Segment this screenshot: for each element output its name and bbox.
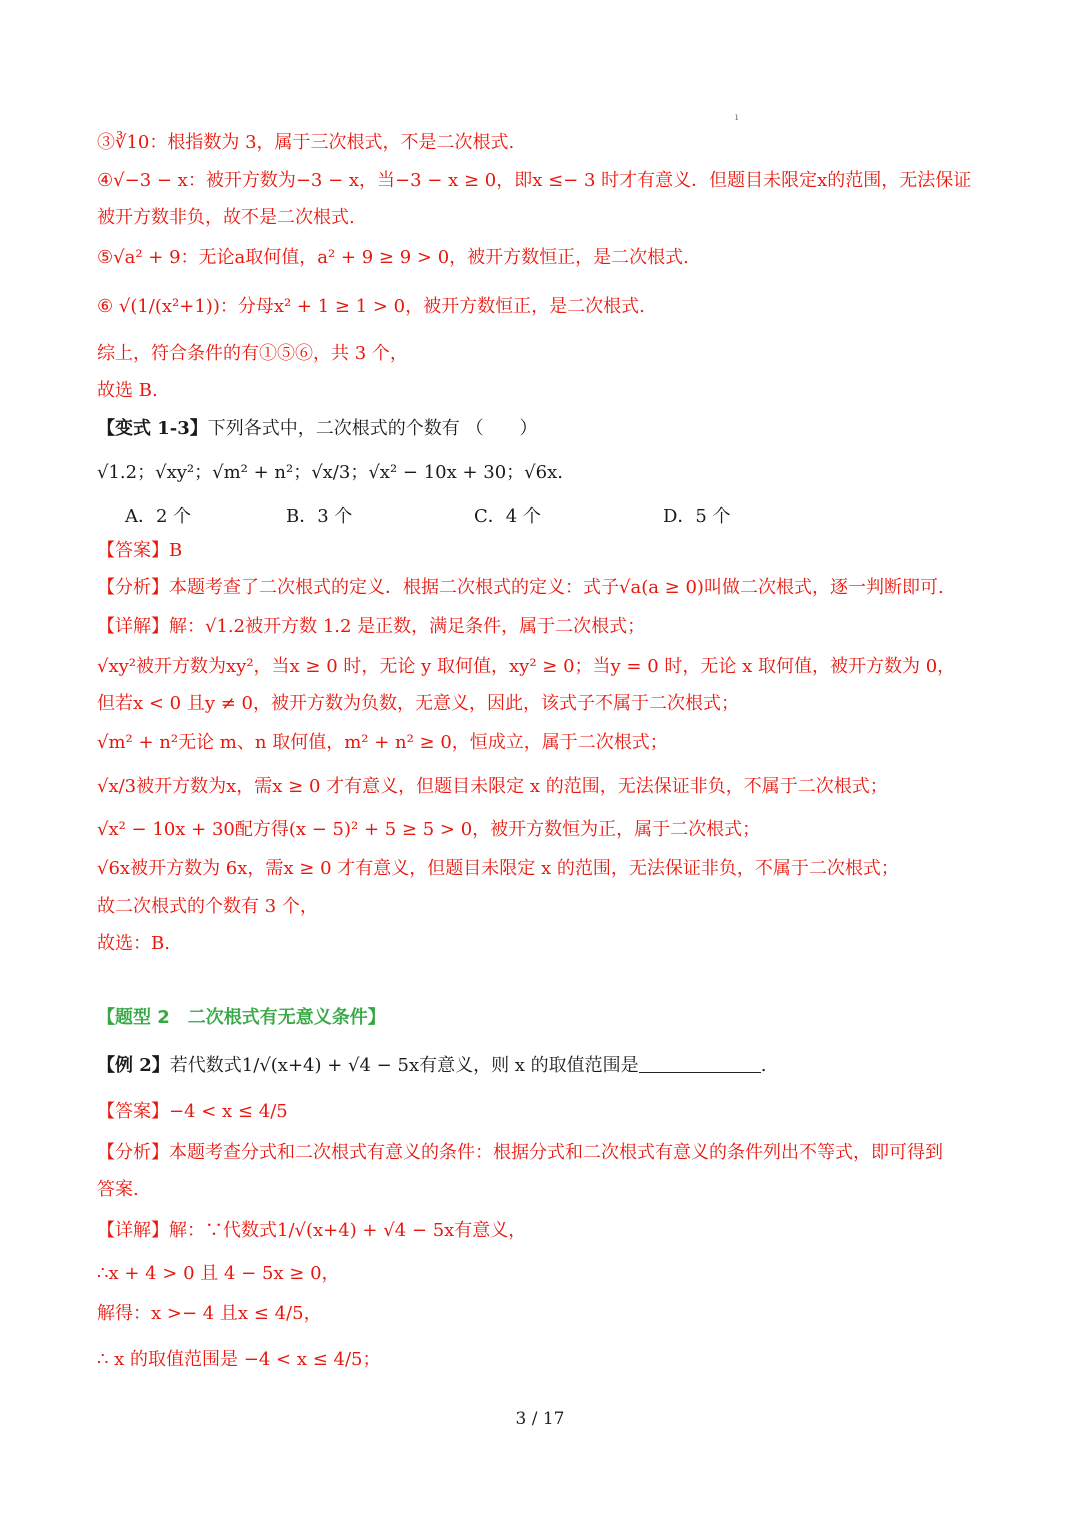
example-line <box>97 1054 766 1078</box>
option-a: A．2 个 <box>125 506 192 527</box>
option-b: B．3 个 <box>286 506 353 527</box>
explanation-line: 综上，符合条件的有①⑤⑥，共 3 个， <box>97 343 408 364</box>
detail-line: ∴x + 4 > 0 且 4 − 5x ≥ 0， <box>97 1263 340 1284</box>
question-label: 【变式 1-3】 <box>97 418 208 439</box>
detail-line: 【详解】解：∵代数式1/√(x+4) + √4 − 5x有意义， <box>97 1220 527 1241</box>
example-end: . <box>760 1055 767 1076</box>
section-heading: 【题型 2 二次根式有无意义条件】 <box>97 1007 386 1028</box>
answer-line: 【答案】−4 < x ≤ 4/5 <box>97 1101 288 1122</box>
question-line <box>97 417 538 441</box>
option-c: C．4 个 <box>474 506 541 527</box>
top-mark: ı <box>735 112 739 123</box>
detail-line: ∴ x 的取值范围是 −4 < x ≤ 4/5； <box>97 1349 381 1370</box>
answer-line: 【答案】B <box>97 540 183 561</box>
explanation-line: ⑤√a² + 9：无论a取何值，a² + 9 ≥ 9 > 0，被开方数恒正，是二次根式. <box>97 247 689 268</box>
detail-line: √x/3被开方数为x，需x ≥ 0 才有意义，但题目未限定 x 的范围，无法保证非负，不属于二次根式； <box>97 776 888 797</box>
analysis-line: 【分析】本题考查了二次根式的定义．根据二次根式的定义：式子√a(a ≥ 0)叫做二次根式，逐一判断即可. <box>97 577 944 598</box>
answer-blank <box>639 1054 761 1073</box>
analysis-line: 答案. <box>97 1179 139 1200</box>
example-label: 【例 2】 <box>97 1055 170 1076</box>
detail-line: 【详解】解：√1.2被开方数 1.2 是正数，满足条件，属于二次根式； <box>97 616 646 637</box>
detail-line: √x² − 10x + 30配方得(x − 5)² + 5 ≥ 5 > 0，被开方数恒为正，属于二次根式； <box>97 819 761 840</box>
explanation-line: 被开方数非负，故不是二次根式. <box>97 207 355 228</box>
detail-line: √6x被开方数为 6x，需x ≥ 0 才有意义，但题目未限定 x 的范围，无法保证非负，不属于二次根式； <box>97 858 899 879</box>
detail-line: 故选：B. <box>97 933 170 954</box>
detail-line: √m² + n²无论 m、n 取何值，m² + n² ≥ 0，恒成立，属于二次根式； <box>97 732 668 753</box>
option-d: D．5 个 <box>663 506 731 527</box>
detail-line: 故二次根式的个数有 3 个， <box>97 896 318 917</box>
question-text: 下列各式中，二次根式的个数有 （ ） <box>207 418 538 439</box>
question-expressions: √1.2；√xy²；√m² + n²；√x/3；√x² − 10x + 30；√6x. <box>97 462 563 483</box>
page-number: 3 / 17 <box>515 1409 565 1429</box>
detail-line: 但若x < 0 且y ≠ 0，被开方数为负数，无意义，因此，该式子不属于二次根式； <box>97 693 739 714</box>
explanation-line: ③∛10：根指数为 3，属于三次根式，不是二次根式. <box>97 132 515 153</box>
explanation-line: 故选 B. <box>97 380 158 401</box>
detail-line: 解得：x >− 4 且x ≤ 4/5， <box>97 1303 322 1324</box>
explanation-line: ④√−3 − x：被开方数为−3 − x，当−3 − x ≥ 0，即x ≤− 3 时才有意义．但题目未限定x的范围，无法保证 <box>97 170 972 191</box>
analysis-line: 【分析】本题考查分式和二次根式有意义的条件：根据分式和二次根式有意义的条件列出不等式，即可得到 <box>97 1142 943 1163</box>
example-text: 若代数式1/√(x+4) + √4 − 5x有意义，则 x 的取值范围是 <box>169 1055 639 1076</box>
explanation-line: ⑥ √(1/(x²+1))：分母x² + 1 ≥ 1 > 0，被开方数恒正，是二次根式. <box>97 296 645 317</box>
detail-line: √xy²被开方数为xy²，当x ≥ 0 时，无论 y 取何值，xy² ≥ 0；当y = 0 时，无论 x 取何值，被开方数为 0， <box>97 656 956 677</box>
